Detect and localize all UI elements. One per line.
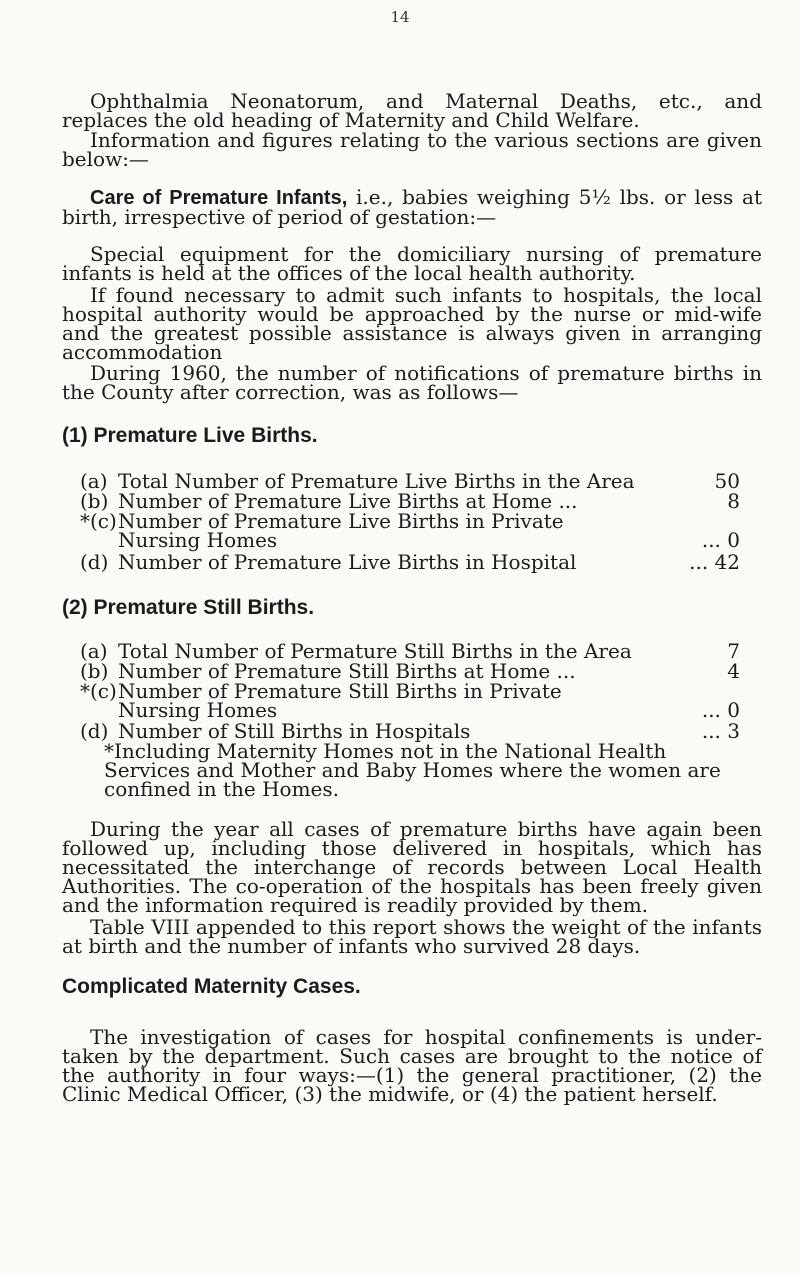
- hospital-admission-paragraph: If found necessary to admit such infants to hospitals, the local hospital authority would be approached by the nurse or mid-wife and the greatest possible assistance is always given in arranging accommodation: [62, 283, 762, 364]
- still-births-row: (a) Total Number of Permature Still Births in the Area 7: [80, 639, 740, 663]
- live-births-row: (b) Number of Premature Live Births at Home ... 8: [80, 489, 740, 513]
- page-number: 14: [390, 8, 410, 26]
- still-births-heading: (2) Premature Still Births.: [62, 596, 315, 619]
- followup-paragraph: During the year all cases of premature births have again been followed up, including those delivered in hospitals, which has necessitated the interchange of records between Local Health Authorities. The co-operation of the hospitals has been freely given and the information required is readily provided by them.: [62, 817, 762, 917]
- complicated-cases-paragraph: The investigation of cases for hospital confinements is under-taken by the department. Such cases are brought to the notice of the authority in four ways:—(1) the general practitioner, (2) the Clinic Medical Officer, (3) the midwife, or (4) the patient herself.: [62, 1025, 762, 1106]
- still-births-row: *(c)Number of Premature Still Births in Private Nursing Homes ... 0: [80, 679, 740, 722]
- live-births-row: *(c)Number of Premature Live Births in Private Nursing Homes ... 0: [80, 509, 740, 552]
- premature-care-heading-rest: i.e., babies weighing 5½ lbs. or less at birth, irrespective of period of gestation:—: [62, 185, 762, 229]
- premature-care-heading: Care of Premature Infants,: [90, 187, 348, 209]
- premature-care-paragraph: [62, 185, 762, 229]
- live-births-heading: (1) Premature Live Births.: [62, 424, 318, 447]
- equipment-paragraph: Special equipment for the domiciliary nursing of premature infants is held at the offices of the local health authority.: [62, 242, 762, 285]
- live-births-row: (d) Number of Premature Live Births in Hospital ... 42: [80, 550, 740, 574]
- live-births-row: (a) Total Number of Premature Live Births in the Area 50: [80, 469, 740, 493]
- intro-paragraph: Ophthalmia Neonatorum, and Maternal Deaths, etc., and replaces the old heading of Maternity and Child Welfare.: [62, 89, 762, 132]
- footnote: *Including Maternity Homes not in the National Health Services and Mother and Baby Homes where the women are confined in the Homes.: [104, 739, 721, 801]
- complicated-cases-heading: Complicated Maternity Cases.: [62, 975, 361, 998]
- notifications-paragraph: During 1960, the number of notifications of premature births in the County after correction, was as follows—: [62, 361, 762, 404]
- intro-info-paragraph: Information and figures relating to the various sections are given below:—: [62, 128, 762, 171]
- still-births-row: (b) Number of Premature Still Births at Home ... 4: [80, 659, 740, 683]
- table-reference-paragraph: Table VIII appended to this report shows the weight of the infants at birth and the number of infants who survived 28 days.: [62, 915, 762, 958]
- still-births-row: (d) Number of Still Births in Hospitals ... 3: [80, 719, 740, 743]
